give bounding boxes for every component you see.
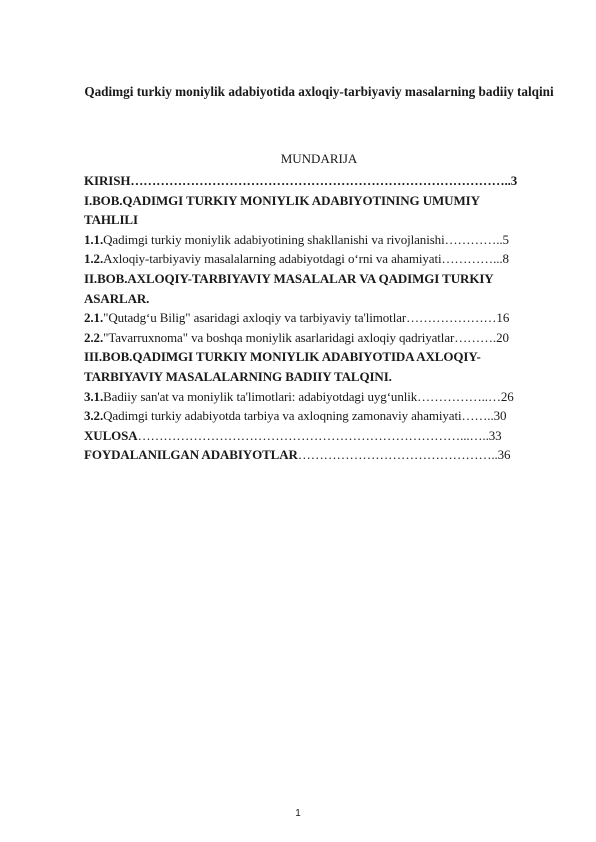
page-number: 1 (295, 808, 301, 819)
toc-section-title: Axloqiy-tarbiyaviy masalalarning adabiyotdagi o‘rni va ahamiyati (103, 251, 442, 267)
toc-entry-1-1 (84, 230, 560, 250)
toc-section-number: 3.1. (84, 388, 104, 404)
toc-chapter-3-cont: TARBIYAVIY MASALALARNING BADIIY TALQINI. (84, 368, 392, 384)
toc-entry-xulosa (84, 426, 560, 446)
toc-section-number: 2.2. (84, 329, 104, 345)
toc-page: 8 (502, 251, 509, 267)
toc-heading: MUNDARIJA (280, 151, 358, 166)
toc-entry-2-1 (84, 308, 560, 328)
toc-page: 16 (496, 310, 510, 326)
toc-leader: …………………………………………………………………………….. (130, 173, 511, 188)
toc-page: 33 (488, 427, 502, 443)
toc-page: 3 (510, 173, 518, 188)
toc-page: 26 (500, 388, 514, 404)
toc-leader: ……………..… (417, 388, 501, 404)
toc-entry-2-2 (84, 328, 560, 348)
toc-chapter-3: III.BOB.QADIMGI TURKIY MONIYLIK ADABIYOTIDA AXLOQIY- (84, 349, 481, 365)
toc-page: 30 (493, 408, 507, 424)
toc-chapter-2-cont: ASARLAR. (84, 290, 150, 306)
toc-section-number: 3.2. (84, 408, 104, 424)
toc-section-number: 1.1. (84, 231, 104, 247)
toc-section-title: Qadimgi turkiy moniylik adabiyotining shakllanishi va rivojlanishi (103, 231, 445, 247)
toc-leader: …………... (441, 251, 503, 267)
toc-leader: …….. (461, 408, 494, 424)
toc-chapter-2: II.BOB.AXLOQIY-TARBIYAVIY MASALALAR VA QADIMGI TURKIY (84, 270, 494, 286)
toc-section-title: "Tavarruxnoma" va boshqa moniylik asarlaridagi axloqiy qadriyatlar (103, 329, 455, 345)
toc-chapter-1-cont: TAHLILI (84, 212, 138, 228)
toc-section-title: Badiiy san'at va moniylik ta'limotlari: adabiyotdagi uyg‘unlik (103, 388, 418, 404)
toc-label: KIRISH (84, 173, 131, 188)
toc-section-number: 2.1. (84, 310, 104, 326)
toc-entry-3-1 (84, 387, 560, 407)
toc-label: XULOSA (84, 427, 138, 443)
toc-page: 36 (497, 447, 511, 463)
toc-leader: ………….. (444, 231, 503, 247)
toc-section-title: "Qutadg‘u Bilig" asaridagi axloqiy va tarbiyaviy ta'limotlar (103, 310, 407, 326)
toc-entry-foydalanilgan-adabiyotlar (84, 445, 560, 465)
table-of-contents (84, 171, 560, 465)
toc-page: 20 (496, 329, 509, 345)
toc-leader: ………. (454, 329, 497, 345)
toc-label: FOYDALANILGAN ADABIYOTLAR (84, 447, 298, 463)
toc-leader: ………………… (406, 310, 497, 326)
document-title: Qadimgi turkiy moniylik adabiyotida axloqiy-tarbiyaviy masalarning badiiy talqini (84, 84, 554, 99)
toc-entry-kirish (84, 171, 560, 191)
toc-entry-3-2 (84, 406, 560, 426)
toc-entry-1-2 (84, 249, 560, 269)
toc-section-number: 1.2. (84, 251, 104, 267)
toc-leader: ……………………………………….. (297, 447, 498, 463)
toc-leader: …………………………………………………………………...….. (137, 427, 489, 443)
toc-section-title: Qadimgi turkiy adabiyotda tarbiya va axloqning zamonaviy ahamiyati (103, 408, 462, 424)
toc-chapter-1: I.BOB.QADIMGI TURKIY MONIYLIK ADABIYOTINING UMUMIY (84, 192, 480, 208)
toc-page: 5 (502, 231, 509, 247)
